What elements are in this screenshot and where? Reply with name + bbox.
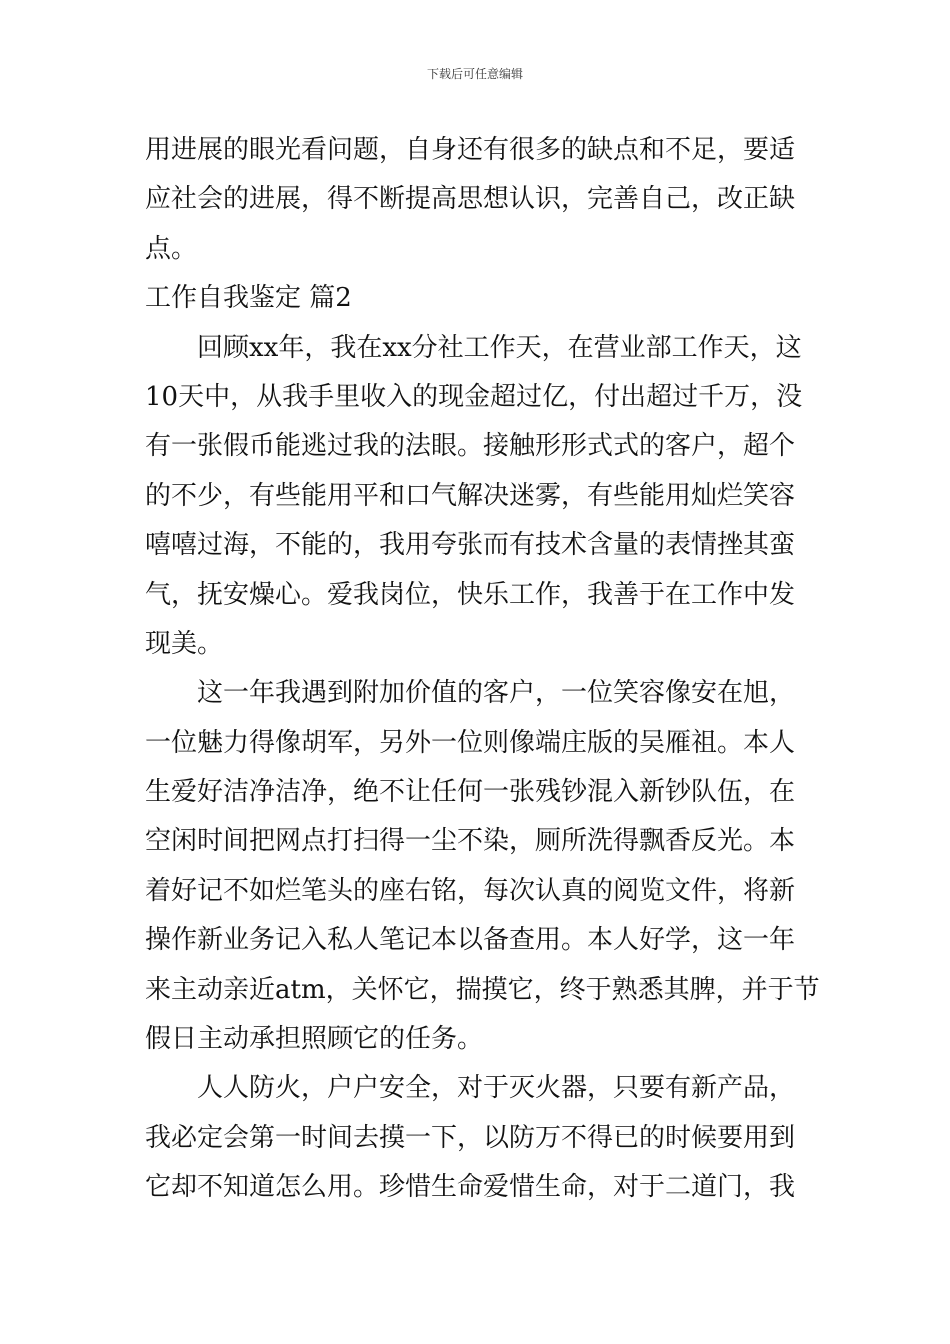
download-note: 下载后可任意编辑 <box>426 67 523 81</box>
text-line: 我必定会第一时间去摸一下，以防万不得已的时候要用到 <box>145 1122 796 1153</box>
text-line: 嘻嘻过海，不能的，我用夸张而有技术含量的表情挫其蛮 <box>145 530 796 561</box>
text-line: 一位魅力得像胡军，另外一位则像端庄版的吴雁祖。本人 <box>145 727 796 758</box>
text-line: 有一张假币能逃过我的法眼。接触形形式式的客户，超个 <box>145 431 796 462</box>
text-line: 用进展的眼光看问题，自身还有很多的缺点和不足，要适 <box>145 135 796 165</box>
text-line: 现美。 <box>145 628 224 659</box>
text-line: 生爱好洁净洁净，绝不让任何一张残钞混入新钞队伍，在 <box>145 777 796 808</box>
paragraph-start-line: 这一年我遇到附加价值的客户，一位笑容像安在旭， <box>197 678 796 709</box>
text-line: 应社会的进展，得不断提高思想认识，完善自己，改正缺 <box>145 184 796 215</box>
text-line: 着好记不如烂笔头的座右铭，每次认真的阅览文件，将新 <box>145 875 796 906</box>
paragraph-start-line: 人人防火，户户安全，对于灭火器，只要有新产品， <box>197 1073 796 1104</box>
text-line: 操作新业务记入私人笔记本以备查用。本人好学，这一年 <box>145 925 796 956</box>
text-line: 10天中，从我手里收入的现金超过亿，付出超过千万，没 <box>145 381 803 412</box>
section-heading: 工作自我鉴定 篇2 <box>145 283 352 314</box>
document-body <box>145 126 820 1213</box>
text-line: 气，抚安燥心。爱我岗位，快乐工作，我善于在工作中发 <box>145 579 796 610</box>
text-line: 来主动亲近atm，关怀它，揣摸它，终于熟悉其脾，并于节 <box>145 974 820 1005</box>
text-line: 点。 <box>145 233 198 264</box>
paragraph-start-line: 回顾xx年，我在xx分社工作天，在营业部工作天，这 <box>197 332 802 363</box>
text-line: 空闲时间把网点打扫得一尘不染，厕所洗得飘香反光。本 <box>145 826 796 857</box>
text-line: 的不少，有些能用平和口气解决迷雾，有些能用灿烂笑容 <box>145 480 796 511</box>
text-line: 它却不知道怎么用。珍惜生命爱惜生命，对于二道门，我 <box>145 1172 796 1203</box>
text-line: 假日主动承担照顾它的任务。 <box>145 1024 484 1055</box>
